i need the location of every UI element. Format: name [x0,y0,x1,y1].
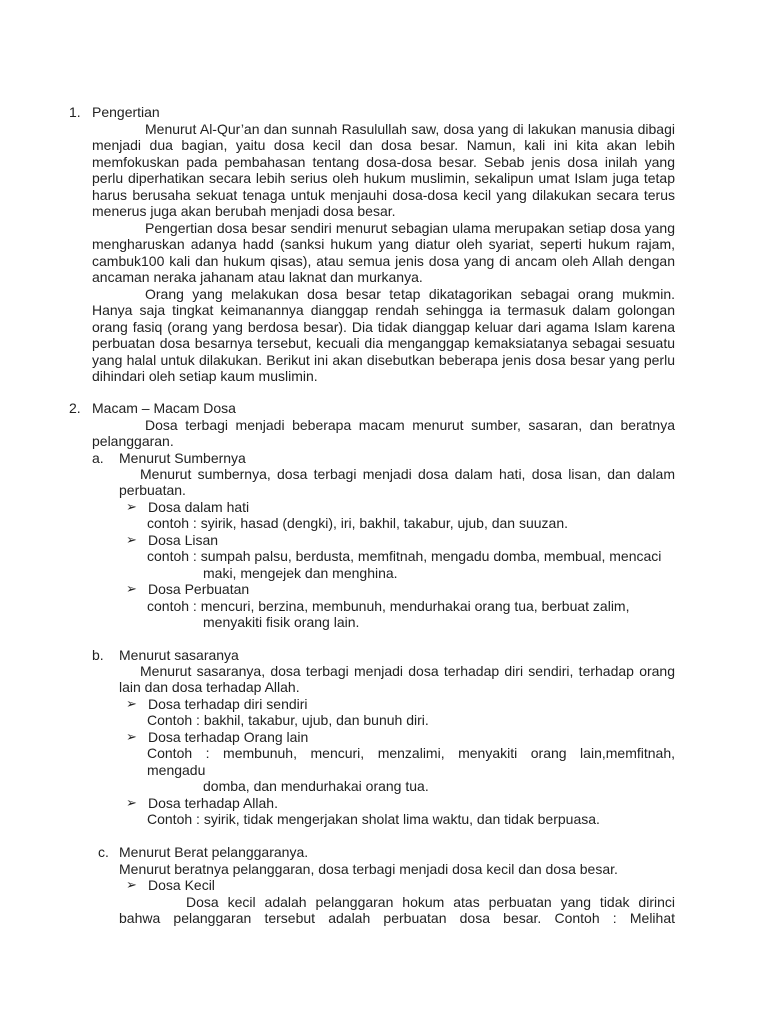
list-item-label: Dosa terhadap diri sendiri [148,696,308,712]
list-item-label: Dosa dalam hati [148,499,250,515]
example-text: contoh : syirik, hasad (dengki), iri, bakhil, takabur, ujub, dan suuzan. [147,515,569,531]
definition-text: bahwa pelanggaran tersebut adalah perbuatan dosa besar. Contoh : Melihat [119,910,675,926]
subsection-title: Menurut sasaranya [119,647,239,663]
paragraph: Menurut Al-Qur’an dan sunnah Rasulullah saw, dosa yang di lakukan manusia dibagi menjadi dua bagian, yaitu dosa kecil dan dosa besar. Namun, kali ini kita akan lebih memfokuskan pada pembahasan tentang dosa-dosa besar. Sebab jenis dosa inilah yang perlu diperhatikan secara lebih serius oleh hukum muslimin, sekalipun umat Islam juga tetap harus berusaha sekuat tenaga untuk menjauhi dosa-dosa kecil yang dilakukan secara terus menerus juga akan berubah menjadi dosa besar. [92,121,675,220]
section-intro: Dosa terbagi menjadi beberapa macam menurut sumber, sasaran, dan beratnya pelanggaran. [92,417,675,450]
section-number: 1. [69,104,81,120]
arrow-bullet-icon: ➢ [126,877,137,892]
subsection-letter: c. [98,844,109,860]
subsection-text: Menurut sasaranya, dosa terbagi menjadi dosa terhadap diri sendiri, terhadap orang lain dan dosa terhadap Allah. [119,663,675,696]
subsection-text: Menurut beratnya pelanggaran, dosa terbagi menjadi dosa kecil dan dosa besar. [119,861,618,877]
subsection-letter: a. [92,450,104,466]
list-item-label: Dosa terhadap Allah. [148,795,278,811]
example-continuation: maki, mengejek dan menghina. [203,565,398,581]
example-text: contoh : sumpah palsu, berdusta, memfitnah, mengadu domba, membual, mencaci [147,548,662,564]
arrow-bullet-icon: ➢ [126,696,137,711]
example-text: Contoh : bakhil, takabur, ujub, dan bunuh diri. [147,712,429,728]
list-item-label: Dosa Perbuatan [148,581,250,597]
example-line2: mengadu [147,762,206,778]
subsection-letter: b. [92,647,104,663]
arrow-bullet-icon: ➢ [126,581,137,596]
section-number: 2. [69,400,81,416]
arrow-bullet-icon: ➢ [126,729,137,744]
paragraph: Orang yang melakukan dosa besar tetap dikatagorikan sebagai orang mukmin. Hanya saja tingkat keimanannya dianggap rendah sehingga ia termasuk dalam golongan orang fasiq (orang yang berdosa besar). Dia tidak dianggap keluar dari agama Islam karena perbuatan dosa besarnya tersebut, kecuali dia menganggap kemaksiatanya sebagai sesuatu yang halal untuk dilakukan. Berikut ini akan disebutkan beberapa jenis dosa besar yang perlu dihindari oleh setiap kaum muslimin. [92,286,675,385]
example-text: Contoh : membunuh, mencuri, menzalimi, menyakiti orang lain,memfitnah, [147,745,675,761]
example-continuation: menyakiti fisik orang lain. [203,614,360,630]
list-item-label: Dosa Lisan [148,532,219,548]
section-title: Pengertian [92,104,160,120]
example-continuation: domba, dan mendurhakai orang tua. [203,778,429,794]
list-item-label: Dosa terhadap Orang lain [148,729,309,745]
subsection-title: Menurut Sumbernya [119,450,246,466]
list-item-label: Dosa Kecil [148,877,215,893]
subsection-title: Menurut Berat pelanggaranya. [119,844,309,860]
section-title: Macam – Macam Dosa [92,400,236,416]
arrow-bullet-icon: ➢ [126,499,137,514]
arrow-bullet-icon: ➢ [126,532,137,547]
example-text: contoh : mencuri, berzina, membunuh, mendurhakai orang tua, berbuat zalim, [147,598,630,614]
paragraph: Pengertian dosa besar sendiri menurut sebagian ulama merupakan setiap dosa yang mengharuskan adanya hadd (sanksi hukum yang diatur oleh syariat, seperti hukum rajam, cambuk100 kali dan hukum qisas), atau semua jenis dosa yang di ancam oleh Allah dengan ancaman neraka jahanam atau laknat dan murkanya. [92,220,675,286]
definition-text: Dosa kecil adalah pelanggaran hokum atas perbuatan yang tidak dirinci [186,894,675,910]
arrow-bullet-icon: ➢ [126,795,137,810]
subsection-text: Menurut sumbernya, dosa terbagi menjadi dosa dalam hati, dosa lisan, dan dalam perbuatan. [119,466,675,499]
example-text: Contoh : syirik, tidak mengerjakan sholat lima waktu, dan tidak berpuasa. [147,811,600,827]
